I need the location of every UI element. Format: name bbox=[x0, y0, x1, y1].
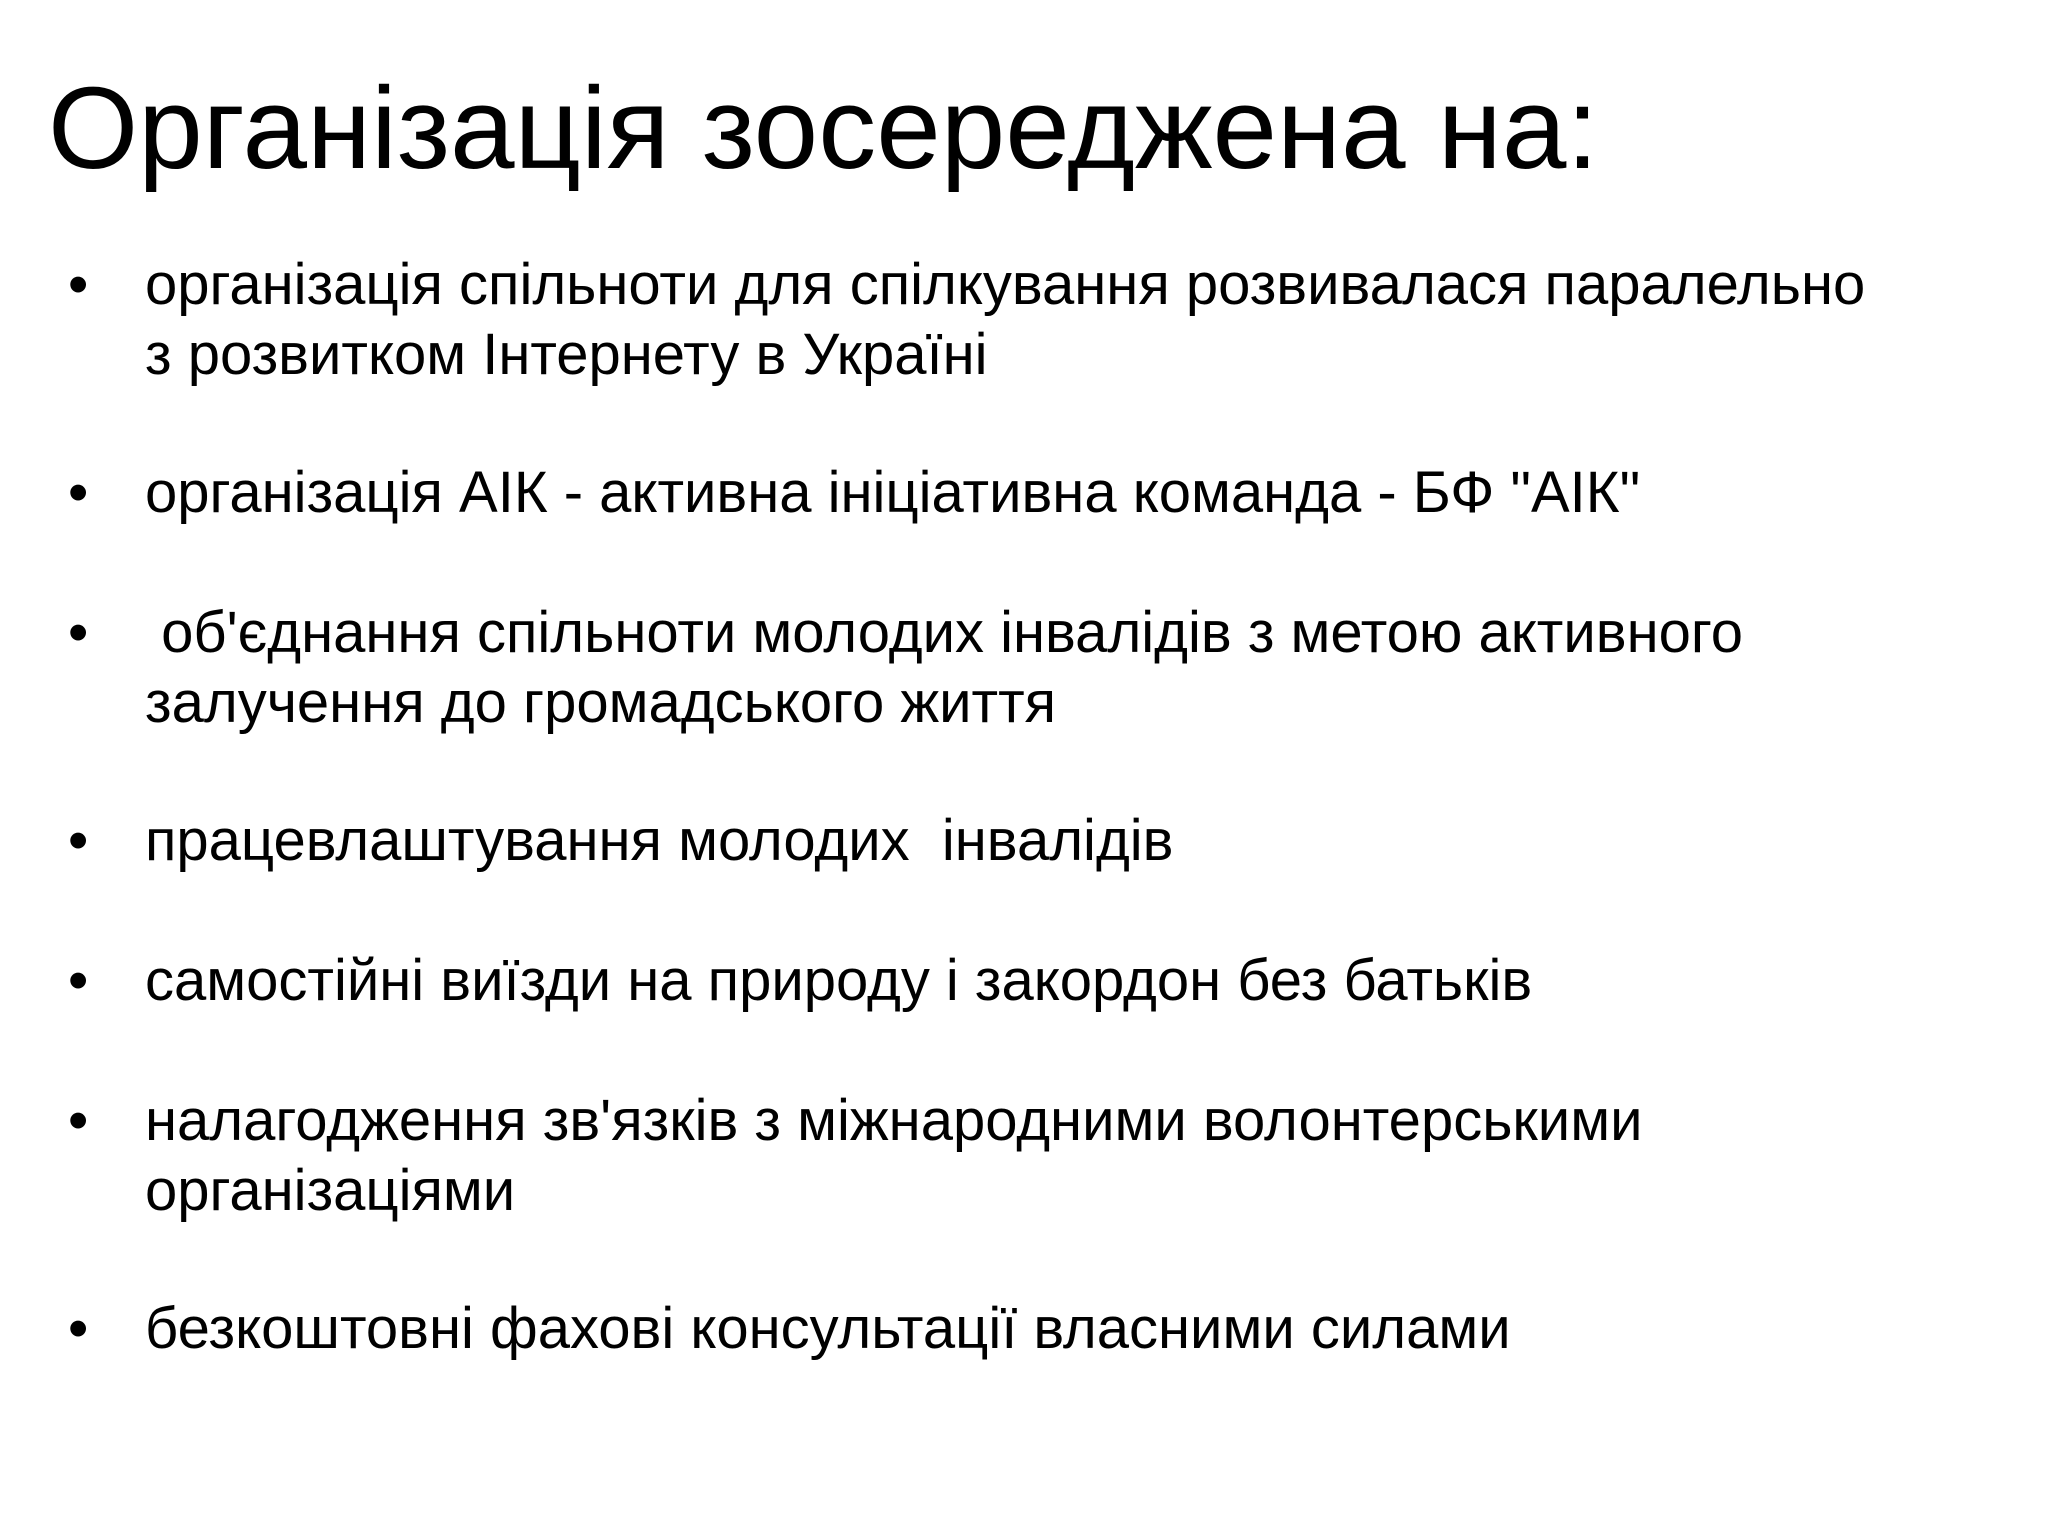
bullet-line: самостійні виїзди на природу і закордон без батьків bbox=[145, 948, 1533, 1013]
bullet-dot-icon: • bbox=[68, 1296, 89, 1361]
bullet-line: об'єднання спільноти молодих інвалідів з метою активного bbox=[145, 600, 1744, 665]
bullet-dot-icon: • bbox=[68, 460, 89, 525]
bullet-line: організаціями bbox=[145, 1158, 516, 1223]
bullet-line: з розвитком Інтернету в Україні bbox=[145, 322, 988, 387]
bullet-dot-icon: • bbox=[68, 1088, 89, 1153]
bullet-line: організація спільноти для спілкування розвивалася паралельно bbox=[145, 252, 1866, 317]
bullet-dot-icon: • bbox=[68, 808, 89, 873]
bullet-line: організація АІК - активна ініціативна команда - БФ "АІК" bbox=[145, 460, 1641, 525]
bullet-line: залучення до громадського життя bbox=[145, 670, 1057, 735]
bullet-dot-icon: • bbox=[68, 252, 89, 317]
bullet-dot-icon: • bbox=[68, 948, 89, 1013]
bullet-line: працевлаштування молодих інвалідів bbox=[145, 808, 1174, 873]
slide-title: Організація зосереджена на: bbox=[48, 63, 1599, 193]
bullet-dot-icon: • bbox=[68, 600, 89, 665]
bullet-line: налагодження зв'язків з міжнародними волонтерськими bbox=[145, 1088, 1643, 1153]
bullet-line: безкоштовні фахові консультації власними силами bbox=[145, 1296, 1511, 1361]
